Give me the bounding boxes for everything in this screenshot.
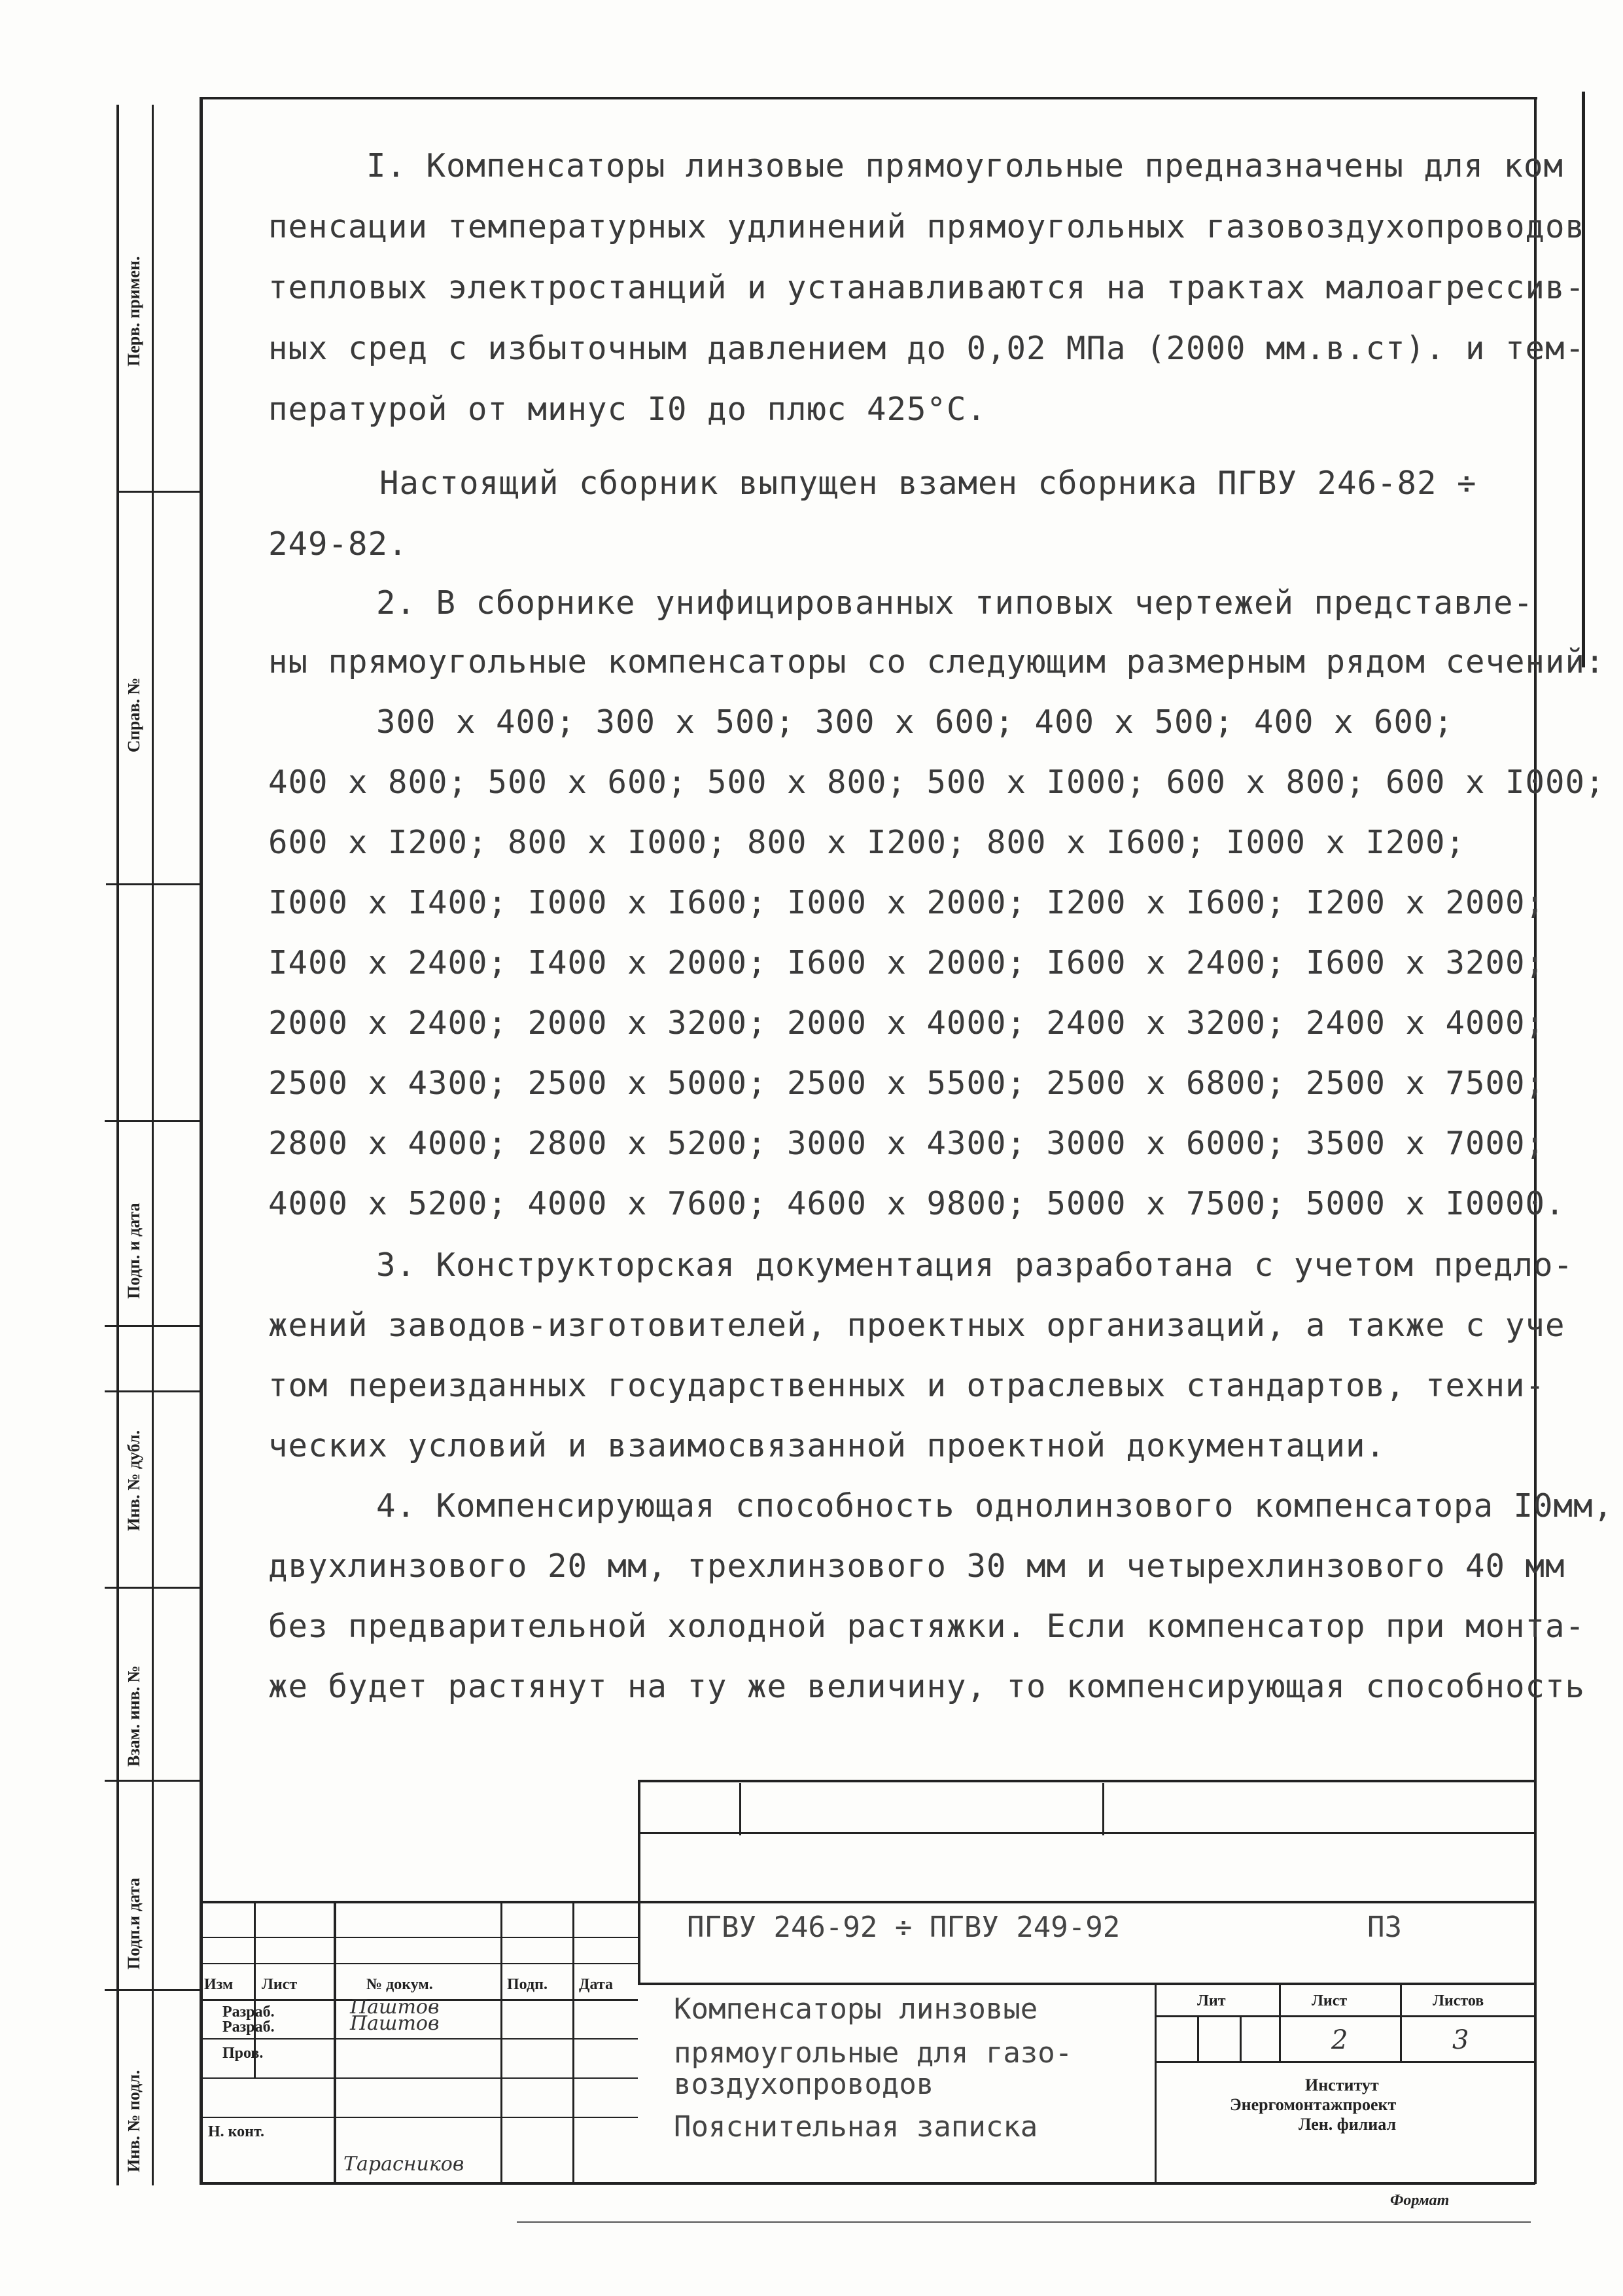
body-line: тепловых электростанций и устанавливаются на трактах малоагрессив- xyxy=(268,269,1586,306)
tb-line xyxy=(1240,2017,1242,2061)
body-line: ны прямоугольные компенсаторы со следующим размерным рядом сечений: xyxy=(268,643,1605,680)
body-line: двухлинзового 20 мм, трехлинзового 30 мм и четырехлинзового 40 мм xyxy=(268,1547,1565,1585)
role-developer-2: Разраб. xyxy=(222,2019,275,2036)
frame-left-border xyxy=(200,97,203,2184)
tb-line xyxy=(572,1901,574,2182)
sidebar-label-repl-inv: Взам. инв. № xyxy=(124,1665,143,1767)
body-line: пературой от минус I0 до плюс 425°С. xyxy=(268,391,987,428)
tb-line xyxy=(1197,2017,1199,2061)
col-header-sheet: Лист xyxy=(262,1976,298,1993)
sidebar-divider xyxy=(116,491,200,493)
body-line: I. Компенсаторы линзовые прямоугольные предназначены для ком xyxy=(366,147,1564,185)
tb-line xyxy=(1279,1983,1281,2061)
tb-line xyxy=(200,2038,638,2040)
sidebar-label-orig-inv: Инв. № подл. xyxy=(124,2070,143,2172)
format-label: Формат xyxy=(1390,2192,1450,2209)
role-developer: Разраб. xyxy=(222,2004,275,2021)
body-line: 2000 x 2400; 2000 x 3200; 2000 x 4000; 2400 x 3200; 2400 x 4000; xyxy=(268,1004,1546,1042)
sidebar-label-first-use: Перв. примен. xyxy=(124,256,143,366)
sidebar-divider xyxy=(105,1120,201,1122)
body-line: ных сред с избыточным давлением до 0,02 МПа (2000 мм.в.ст). и тем- xyxy=(268,330,1586,367)
body-line: 400 x 800; 500 x 600; 500 x 800; 500 x I000; 600 x 800; 600 x I000; xyxy=(268,764,1605,801)
tb-line xyxy=(334,1901,336,2182)
tb-line xyxy=(1400,1983,1402,2061)
body-line: жений заводов-изготовителей, проектных организаций, а также с уче xyxy=(268,1307,1565,1344)
body-line: 4000 x 5200; 4000 x 7600; 4600 x 9800; 5000 x 7500; 5000 x I0000. xyxy=(268,1185,1565,1222)
tb-line xyxy=(200,2182,1535,2185)
col-header-signature: Подп. xyxy=(507,1976,548,1993)
body-line: 249-82. xyxy=(268,525,408,563)
page-edge-mark xyxy=(1582,92,1585,667)
body-line: 300 x 400; 300 x 500; 300 x 600; 400 x 500; 400 x 600; xyxy=(376,703,1454,741)
sidebar-label-sign-date-2: Подп.и дата xyxy=(124,1877,143,1969)
tb-line xyxy=(200,1963,638,1964)
tb-line xyxy=(1102,1783,1104,1835)
body-line: 600 x I200; 800 x I000; 800 x I200; 800 x I600; I000 x I200; xyxy=(268,824,1466,861)
tb-line xyxy=(200,2117,638,2118)
body-line: без предварительной холодной растяжки. Если компенсатор при монта- xyxy=(268,1608,1586,1645)
sidebar-divider xyxy=(105,1989,201,1991)
body-line: Настоящий сборник выпущен взамен сборника ПГВУ 246-82 ÷ xyxy=(379,465,1477,502)
sidebar-inner-border xyxy=(152,105,154,2185)
lit-label: Лит xyxy=(1197,1992,1226,2009)
tb-line xyxy=(500,1901,502,2182)
signature-name: Паштов xyxy=(350,2012,440,2035)
tb-line xyxy=(638,1832,1535,1834)
tb-line xyxy=(200,1901,1535,1903)
document-code: ПГВУ 246-92 ÷ ПГВУ 249-92 xyxy=(687,1911,1121,1944)
body-line: I400 x 2400; I400 x 2000; I600 x 2000; I600 x 2400; I600 x 3200; xyxy=(268,944,1546,981)
tb-line xyxy=(638,1780,640,1983)
org-line: Лен. филиал xyxy=(1299,2115,1397,2134)
tb-line xyxy=(1155,2015,1535,2017)
body-line: I000 x I400; I000 x I600; I000 x 2000; I200 x I600; I200 x 2000; xyxy=(268,884,1546,921)
sidebar-divider xyxy=(106,883,201,885)
body-line: 3. Конструкторская документация разработана с учетом предло- xyxy=(376,1246,1574,1284)
sidebar-label-dup-inv: Инв. № дубл. xyxy=(124,1430,143,1531)
col-header-change: Изм xyxy=(204,1976,234,1993)
body-line: ческих условий и взаимосвязанной проектной документации. xyxy=(268,1427,1386,1464)
tb-line xyxy=(200,1937,638,1938)
org-line: Институт xyxy=(1305,2075,1379,2094)
role-norm-control: Н. конт. xyxy=(208,2123,264,2140)
signature-name: Тарасников xyxy=(343,2153,464,2176)
col-header-doc-num: № докум. xyxy=(366,1976,433,1993)
org-line: Энергомонтажпроект xyxy=(1230,2095,1397,2114)
tb-line xyxy=(739,1783,741,1835)
body-line: 4. Компенсирующая способность однолинзового компенсатора I0мм, xyxy=(376,1487,1614,1525)
sheets-label: Листов xyxy=(1433,1992,1484,2009)
document-title-line: прямоугольные для газо- xyxy=(674,2036,1073,2070)
document-title-line: воздухопроводов xyxy=(674,2068,934,2101)
sidebar-divider xyxy=(105,1780,201,1782)
sheet-value: 2 xyxy=(1331,2025,1348,2055)
body-line: же будет растянут на ту же величину, то компенсирующая способность xyxy=(268,1668,1586,1705)
body-line: 2800 x 4000; 2800 x 5200; 3000 x 4300; 3000 x 6000; 3500 x 7000; xyxy=(268,1125,1546,1162)
sidebar-label-reference: Справ. № xyxy=(124,677,143,752)
sheets-value: 3 xyxy=(1452,2025,1469,2055)
tb-line xyxy=(1155,2061,1535,2063)
document-type: ПЗ xyxy=(1367,1911,1402,1944)
body-line: 2500 x 4300; 2500 x 5000; 2500 x 5500; 2500 x 6800; 2500 x 7500; xyxy=(268,1065,1546,1102)
role-checked: Пров. xyxy=(222,2045,264,2062)
signature-name: Паштов xyxy=(350,1996,440,2019)
bottom-scan-line xyxy=(517,2221,1531,2223)
body-line: 2. В сборнике унифицированных типовых чертежей представле- xyxy=(376,584,1534,622)
col-header-date: Дата xyxy=(579,1976,613,1993)
sidebar-divider xyxy=(105,1325,201,1327)
body-line: пенсации температурных удлинений прямоугольных газовоздухопроводов xyxy=(268,208,1586,245)
sidebar-label-sign-date-1: Подп. и дата xyxy=(124,1203,143,1299)
sidebar-outer-border xyxy=(116,105,119,2185)
body-line: том переизданных государственных и отраслевых стандартов, техни- xyxy=(268,1367,1546,1404)
document-title-line: Пояснительная записка xyxy=(674,2110,1038,2144)
sheet-label: Лист xyxy=(1312,1992,1348,2009)
sidebar-divider xyxy=(105,1587,201,1589)
document-title-line: Компенсаторы линзовые xyxy=(674,1992,1038,2026)
tb-line xyxy=(638,1780,1535,1782)
tb-line xyxy=(200,2077,638,2079)
frame-top-border xyxy=(200,97,1537,99)
sidebar-divider xyxy=(105,1390,201,1392)
tb-line xyxy=(1155,1983,1157,2182)
